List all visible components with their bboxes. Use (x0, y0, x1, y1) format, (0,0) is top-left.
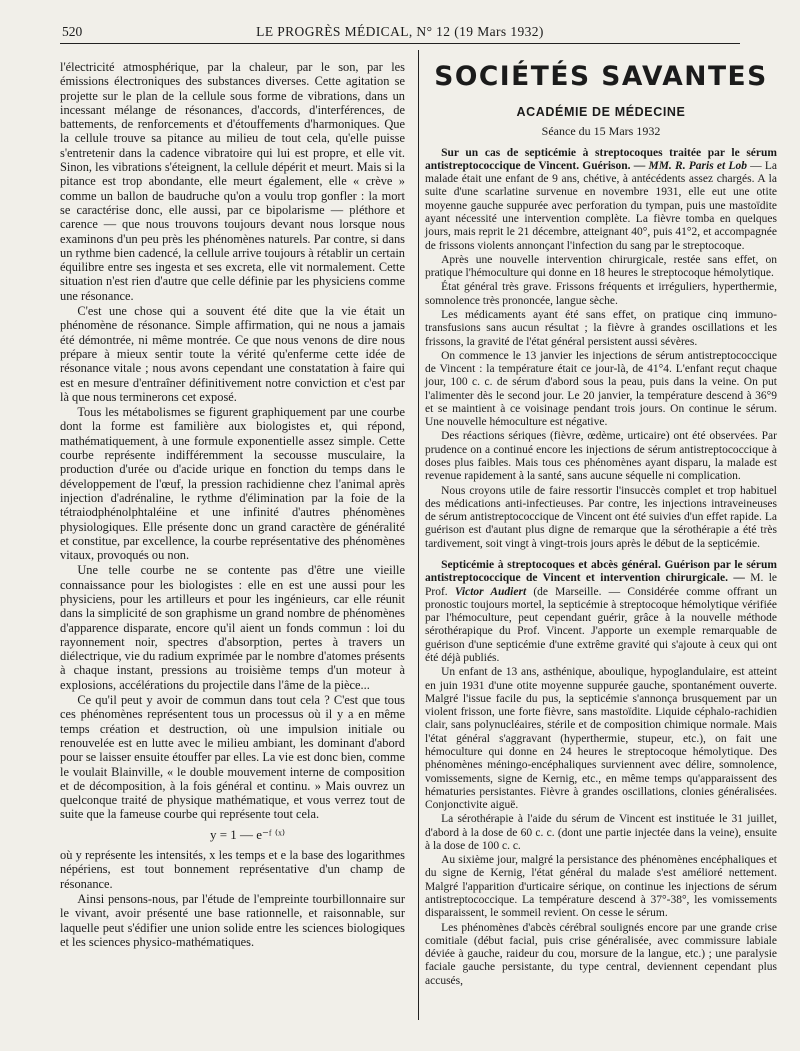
article-authors: MM. R. Paris et Lob (648, 159, 747, 172)
paragraph: La sérothérapie à l'aide du sérum de Vincent est instituée le 31 juillet, d'abord à la dose de 60 c. c. (dont une partie injectée dans la veine), ensuite à la dose de 100 c. c. (425, 813, 777, 852)
article-text: — La malade était une enfant de 9 ans, chétive, à antécédents assez chargés. A la suite d'une scarlatine survenue en novembre 1931, elle eut une otite moyenne gauche suppurée avec perforation du tympan, puis une mastoïdite ayant nécessité une intervention complète. La fièvre tomba en quelques jours, mais reprit le 21 décembre, atteignant 40°, puis 41°2, et accompagnée de frissons violents annonçant l'infection du sang par le streptocoque. (425, 159, 778, 252)
header-rule (60, 43, 740, 44)
column-divider (418, 50, 419, 1020)
page-number: 520 (62, 24, 83, 39)
running-header (62, 20, 738, 42)
left-column (60, 60, 405, 949)
academy-heading: ACADÉMIE DE MÉDECINE (516, 105, 686, 119)
paragraph: Ainsi pensons-nous, par l'étude de l'empreinte tourbillonnaire sur le vivant, avoir présenté une base rationnelle, et raisonnable, sur laquelle peut s'édifier une union solide entre les sciences biologiques et les sciences physico-mathématiques. (60, 891, 405, 949)
session-date: Séance du 15 Mars 1932 (541, 124, 661, 139)
paragraph: Après une nouvelle intervention chirurgicale, restée sans effet, on pratique l'hémoculture qui donne en 18 heures le streptocoque hémolytique. (425, 253, 777, 280)
article-title: Sur un cas de septicémie à streptocoques traitée par le sérum antistreptococcique de Vincent. Guérison. — (425, 146, 777, 172)
paragraph: l'électricité atmosphérique, par la chaleur, par le son, par les émissions électroniques des substances diverses. Cette agitation se projette sur le plan de la cellule sous forme de vibrations, dans un incessant mélange de résonances, d'accords, d'interférences, de battements, de renforcements et d'étouffements d'harmoniques. Que la cellule trouve sa pitance au milieu de tout cela, qu'elle puisse s'entretenir dans la cadence vibratoire qui lui est propre, et elle vit. Sinon, les vibrations s'éteignent, la cellule dépérit et meurt. Mais si la pitance est trop abondante, elle meurt également, elle « crève » comme un ballon de baudruche qu'on a voulu trop gonfler : la mort se caractérise donc, elle aussi, par ce bipolarisme — pléthore et carence — que nous trouvons toujours devant nous lorsque nous examinons d'un peu près les phénomènes naturels. Par contre, si dans un rythme bien cadencé, la cellule arrive toujours à rétablir un certain équilibre entre ses ingesta et ses excreta, elle vit normalement. Cette situation n'est rien d'autre que celle définie par les physiciens comme une résonance. (60, 60, 405, 303)
running-title: LE PROGRÈS MÉDICAL, N° 12 (19 Mars 1932) (256, 24, 544, 39)
right-column (425, 62, 777, 988)
paragraph: Un enfant de 13 ans, asthénique, aboulique, hypoglandulaire, est atteint en juin 1931 d'une otite moyenne suppurée gauche, spontanément ouverte. Malgré l'issue facile du pus, la septicémie s'annonça brusquement par un violent frisson, une forte fièvre, sans mastoïdite. Liquide céphalo-rachidien clair, sans polynucléaires, stérile et de composition chimique normale. Mais l'état général s'aggravant (hyperthermie, stupeur, etc.), on fait une hémoculture qui donne en 24 heures le streptocoque hémolytique. Des phénomènes méningo-encéphaliques surviennent avec délire, somnolence, vomissements, signe de Kernig, etc., en même temps qu'apparaissent des hématuries persistantes. Fièvre à grandes oscillations, clonies généralisées. Conjonctivite aiguë. (425, 666, 777, 812)
section-title: SOCIÉTÉS SAVANTES (434, 61, 768, 92)
paragraph: Les médicaments ayant été sans effet, on pratique cinq immuno-transfusions sans aucun résultat ; la fièvre à grandes oscillations et les frissons, la gravité de l'état général persistent aussi sévères. (425, 308, 777, 348)
paragraph: État général très grave. Frissons fréquents et irréguliers, hyperthermie, somnolence très prononcée, langue sèche. (425, 281, 777, 307)
paragraph: On commence le 13 janvier les injections de sérum antistreptococcique de Vincent : la température était ce jour-là, de 41°4. L'enfant reçut chaque jour, 100 c. c. de sérum d'abord sous la peau, puis dans la veine. On put l'alimenter dès le second jour. Le 20 janvier, la température descend à 36°9 et se maintient à ce voisinage pendant trois jours. On continue le sérum. Une nouvelle hémoculture est négative. (425, 349, 777, 429)
paragraph: Nous croyons utile de faire ressortir l'insuccès complet et trop habituel des médications anti-infectieuses. Par contre, les injections intraveineuses de sérum antistreptococcique de Vincent ont été suivies d'un effet rapide. La guérison est d'autant plus digne de remarque que la sérothérapie a été très tardivement, soit vingt à vingt-trois jours après le début de la septicémie. (425, 484, 777, 550)
paragraph: Tous les métabolismes se figurent graphiquement par une courbe dont la forme est familière aux biologistes et, qui répond, mathématiquement, à une formule exponentielle assez simple. Cette courbe représente indifféremment la secousse musculaire, la production d'urée ou d'acide urique en fonction du temps dans le développement de l'œuf, la pression rachidienne chez l'animal après injection d'adrénaline, le rythme d'élimination par la foie de la tétraiodphénolphtaléine et une infinité d'autres phénomènes physiologiques. Elle présente donc un grand caractère de généralité et constitue, par excellence, la courbe représentative des phénomènes vitaux, provoqués ou non. (60, 405, 405, 563)
paragraph: où y représente les intensités, x les temps et e la base des logarithmes népériens, est tout bonnement représentative d'un champ de résonance. (60, 848, 405, 891)
paragraph: Ce qu'il peut y avoir de commun dans tout cela ? C'est que tous ces phénomènes représentent tous un processus où il y a en même temps création et destruction, où une impulsion initiale ou renouvelée est en lutte avec le milieu ambiant, les dominant d'abord pour se laisser ensuite étouffer par elles. La vie est donc bien, comme le voulait Blainville, « le double mouvement interne de composition et de décomposition, à la fois général et continu. » Mais ouvrez un quelconque traité de physique mathématique, et vous verrez tout de suite que la fameuse courbe qui représente tout cela. (60, 693, 405, 822)
article-text: (de Marseille. — Considérée comme offrant un pronostic toujours mortel, la septicémie à streptocoque hémolytique vérifiée par l'hémoculture, peut cependant guérir, grâce à la nouvelle méthode sérothérapique du Prof. Vincent. J'apporte un exemple remarquable de guérison d'une septicémie d'une extrême gravité qui s'ajoute à ceux qui ont été déjà publiés. (425, 585, 777, 664)
paragraph: Une telle courbe ne se contente pas d'être une vieille connaissance pour les biologistes : elle en est une aussi pour les physiciens, pour les artilleurs et pour les ingénieurs, car elle réunit dans la simplicité de son graphisme un grand nombre de phénomènes d'apparence disparate, encore qu'il aient un fonds commun : loi du rayonnement noir, spectres d'absorption, pertes à travers un diélectrique, vie du radium exprimée par le nombre d'atomes présents à chaque instant, pressions au troisième temps d'un moteur à explosions, accélérations du projectile dans l'âme de la pièce... (60, 563, 405, 692)
author-prefix: M. le Prof. (425, 572, 778, 598)
article-lead (425, 559, 777, 665)
article-lead (425, 147, 777, 253)
article-title: Septicémie à streptocoques et abcès général. Guérison par le sérum antistreptococcique de Vincent et intervention chirurgicale. — (425, 559, 777, 585)
article-authors: Victor Audiert (454, 585, 527, 598)
paragraph: C'est une chose qui a souvent été dite que la vie était un phénomène de résonance. Simple affirmation, qui ne nous a jamais été démontrée, ni même montrée. Ce que nous venons de dire nous prépare à mieux sentir toute la vérité qu'enferme cette idée de résonance vitale ; nous avons cependant une constatation à faire qui est en mesure d'entraîner définitivement notre conviction et c'est par là que nous terminerons cet exposé. (60, 304, 405, 404)
equation: y = 1 — e⁻ᶠ ⁽ˣ⁾ (209, 826, 286, 842)
paragraph: Les phénomènes d'abcès cérébral soulignés encore par une grande crise comitiale (début facial, puis crise généralisée, avec commissure labiale déviée à gauche, raideur du cou, morsure de la langue, etc.) ; une paralysie faciale gauche persistante, du type central, deviennent cependant plus accusés, (425, 921, 777, 987)
paragraph: Au sixième jour, malgré la persistance des phénomènes encéphaliques et du signe de Kernig, l'état général du malade s'est amélioré nettement. Malgré l'apparition d'urticaire sérique, on continue les injections de sérum antistreptococcique. La température descend à 37°-38°, les vomissements disparaissent, le sommeil revient. On cesse le sérum. (425, 854, 777, 920)
paragraph: Des réactions sériques (fièvre, œdème, urticaire) ont été observées. Par prudence on a continué encore les injections de sérum antistreptococcique à doses plus faibles. Mais tous ces phénomènes ayant disparu, la malade est revenue rapidement à la santé, sans aucune séquelle ni complication. (425, 430, 777, 483)
